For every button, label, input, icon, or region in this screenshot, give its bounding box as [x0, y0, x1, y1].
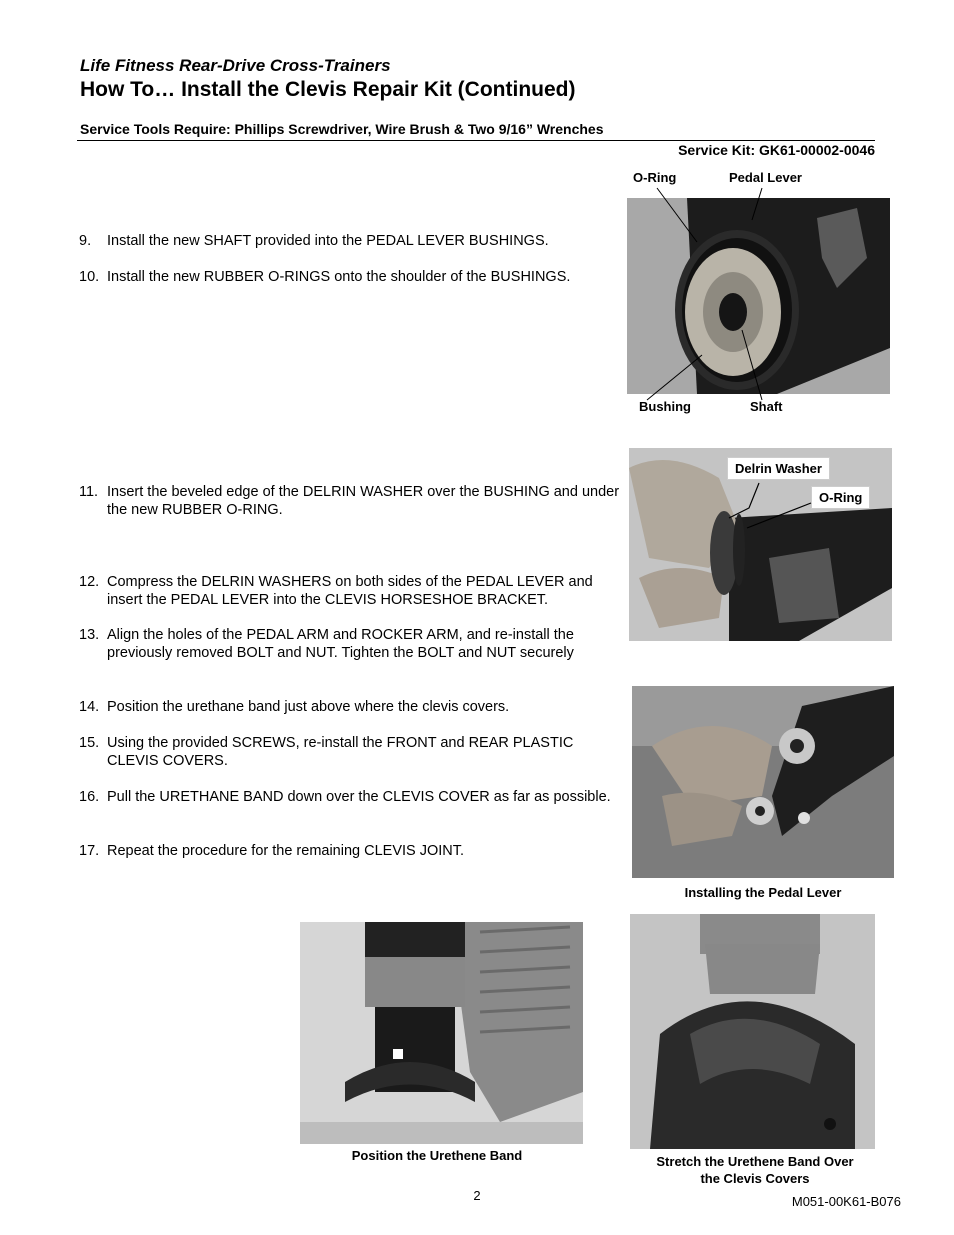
caption-line-2: the Clevis Covers: [700, 1171, 810, 1186]
photo-position-urethane-band: [300, 922, 583, 1144]
step-text: Pull the URETHANE BAND down over the CLEVIS COVER as far as possible.: [107, 789, 611, 805]
step-text: Insert the beveled edge of the DELRIN WASHER over the BUSHING and under the new RUBBER O-RING.: [107, 484, 620, 518]
photo-installing-pedal-lever: [632, 686, 894, 878]
photo2-leader-lines: [629, 448, 892, 641]
label-o-ring-2: O-Ring: [811, 486, 870, 509]
step-text: Position the urethane band just above where the clevis covers.: [107, 699, 510, 715]
header-rule: [77, 140, 875, 141]
step-text: Align the holes of the PEDAL ARM and ROCKER ARM, and re-install the previously removed BOLT and NUT. Tighten the BOLT and NUT securely: [107, 627, 574, 661]
step-number: 14.: [79, 699, 100, 715]
document-code: M051-00K61-B076: [791, 1194, 901, 1209]
step-number: 10.: [79, 269, 100, 285]
document-subtitle: Life Fitness Rear-Drive Cross-Trainers: [80, 56, 391, 75]
step-12: [79, 573, 624, 609]
step-16: [79, 788, 624, 806]
label-pedal-lever: Pedal Lever: [729, 170, 802, 185]
caption-line-1: Stretch the Urethene Band Over: [656, 1154, 854, 1169]
step-number: 13.: [79, 627, 100, 643]
step-9: [79, 232, 624, 250]
label-o-ring: O-Ring: [633, 170, 677, 185]
photo-stretch-urethane-band: [630, 914, 875, 1149]
label-bushing: Bushing: [639, 399, 691, 414]
caption-installing-pedal-lever: Installing the Pedal Lever: [684, 885, 842, 900]
step-number: 17.: [79, 843, 100, 859]
step-11: [79, 483, 624, 519]
step-number: 12.: [79, 574, 100, 590]
step-number: 11.: [79, 484, 99, 500]
step-number: 15.: [79, 735, 100, 751]
step-number: 9.: [79, 233, 92, 249]
step-10: [79, 268, 624, 286]
step-number: 16.: [79, 789, 100, 805]
step-15: [79, 734, 624, 770]
service-tools-line: Service Tools Require: Phillips Screwdriver, Wire Brush & Two 9/16” Wrenches: [80, 121, 604, 137]
step-17: [79, 842, 624, 860]
label-delrin-washer: Delrin Washer: [727, 457, 830, 480]
step-text: Install the new SHAFT provided into the PEDAL LEVER BUSHINGS.: [107, 233, 549, 249]
step-13: [79, 626, 624, 662]
step-text: Compress the DELRIN WASHERS on both sides of the PEDAL LEVER and insert the PEDAL LEVER into the CLEVIS HORSESHOE BRACKET.: [107, 574, 593, 608]
step-text: Repeat the procedure for the remaining CLEVIS JOINT.: [107, 843, 465, 859]
caption-stretch-urethane-band: [630, 1153, 880, 1187]
step-text: Using the provided SCREWS, re-install the FRONT and REAR PLASTIC CLEVIS COVERS.: [107, 735, 574, 769]
page-number: 2: [473, 1188, 481, 1203]
document-title: How To… Install the Clevis Repair Kit (Continued): [80, 78, 576, 101]
caption-position-urethane-band: Position the Urethene Band: [351, 1148, 523, 1163]
service-kit-number: Service Kit: GK61-00002-0046: [678, 142, 875, 158]
label-shaft: Shaft: [750, 399, 783, 414]
photo1-leader-lines: [627, 180, 890, 410]
step-14: [79, 698, 624, 716]
step-text: Install the new RUBBER O-RINGS onto the shoulder of the BUSHINGS.: [107, 269, 571, 285]
